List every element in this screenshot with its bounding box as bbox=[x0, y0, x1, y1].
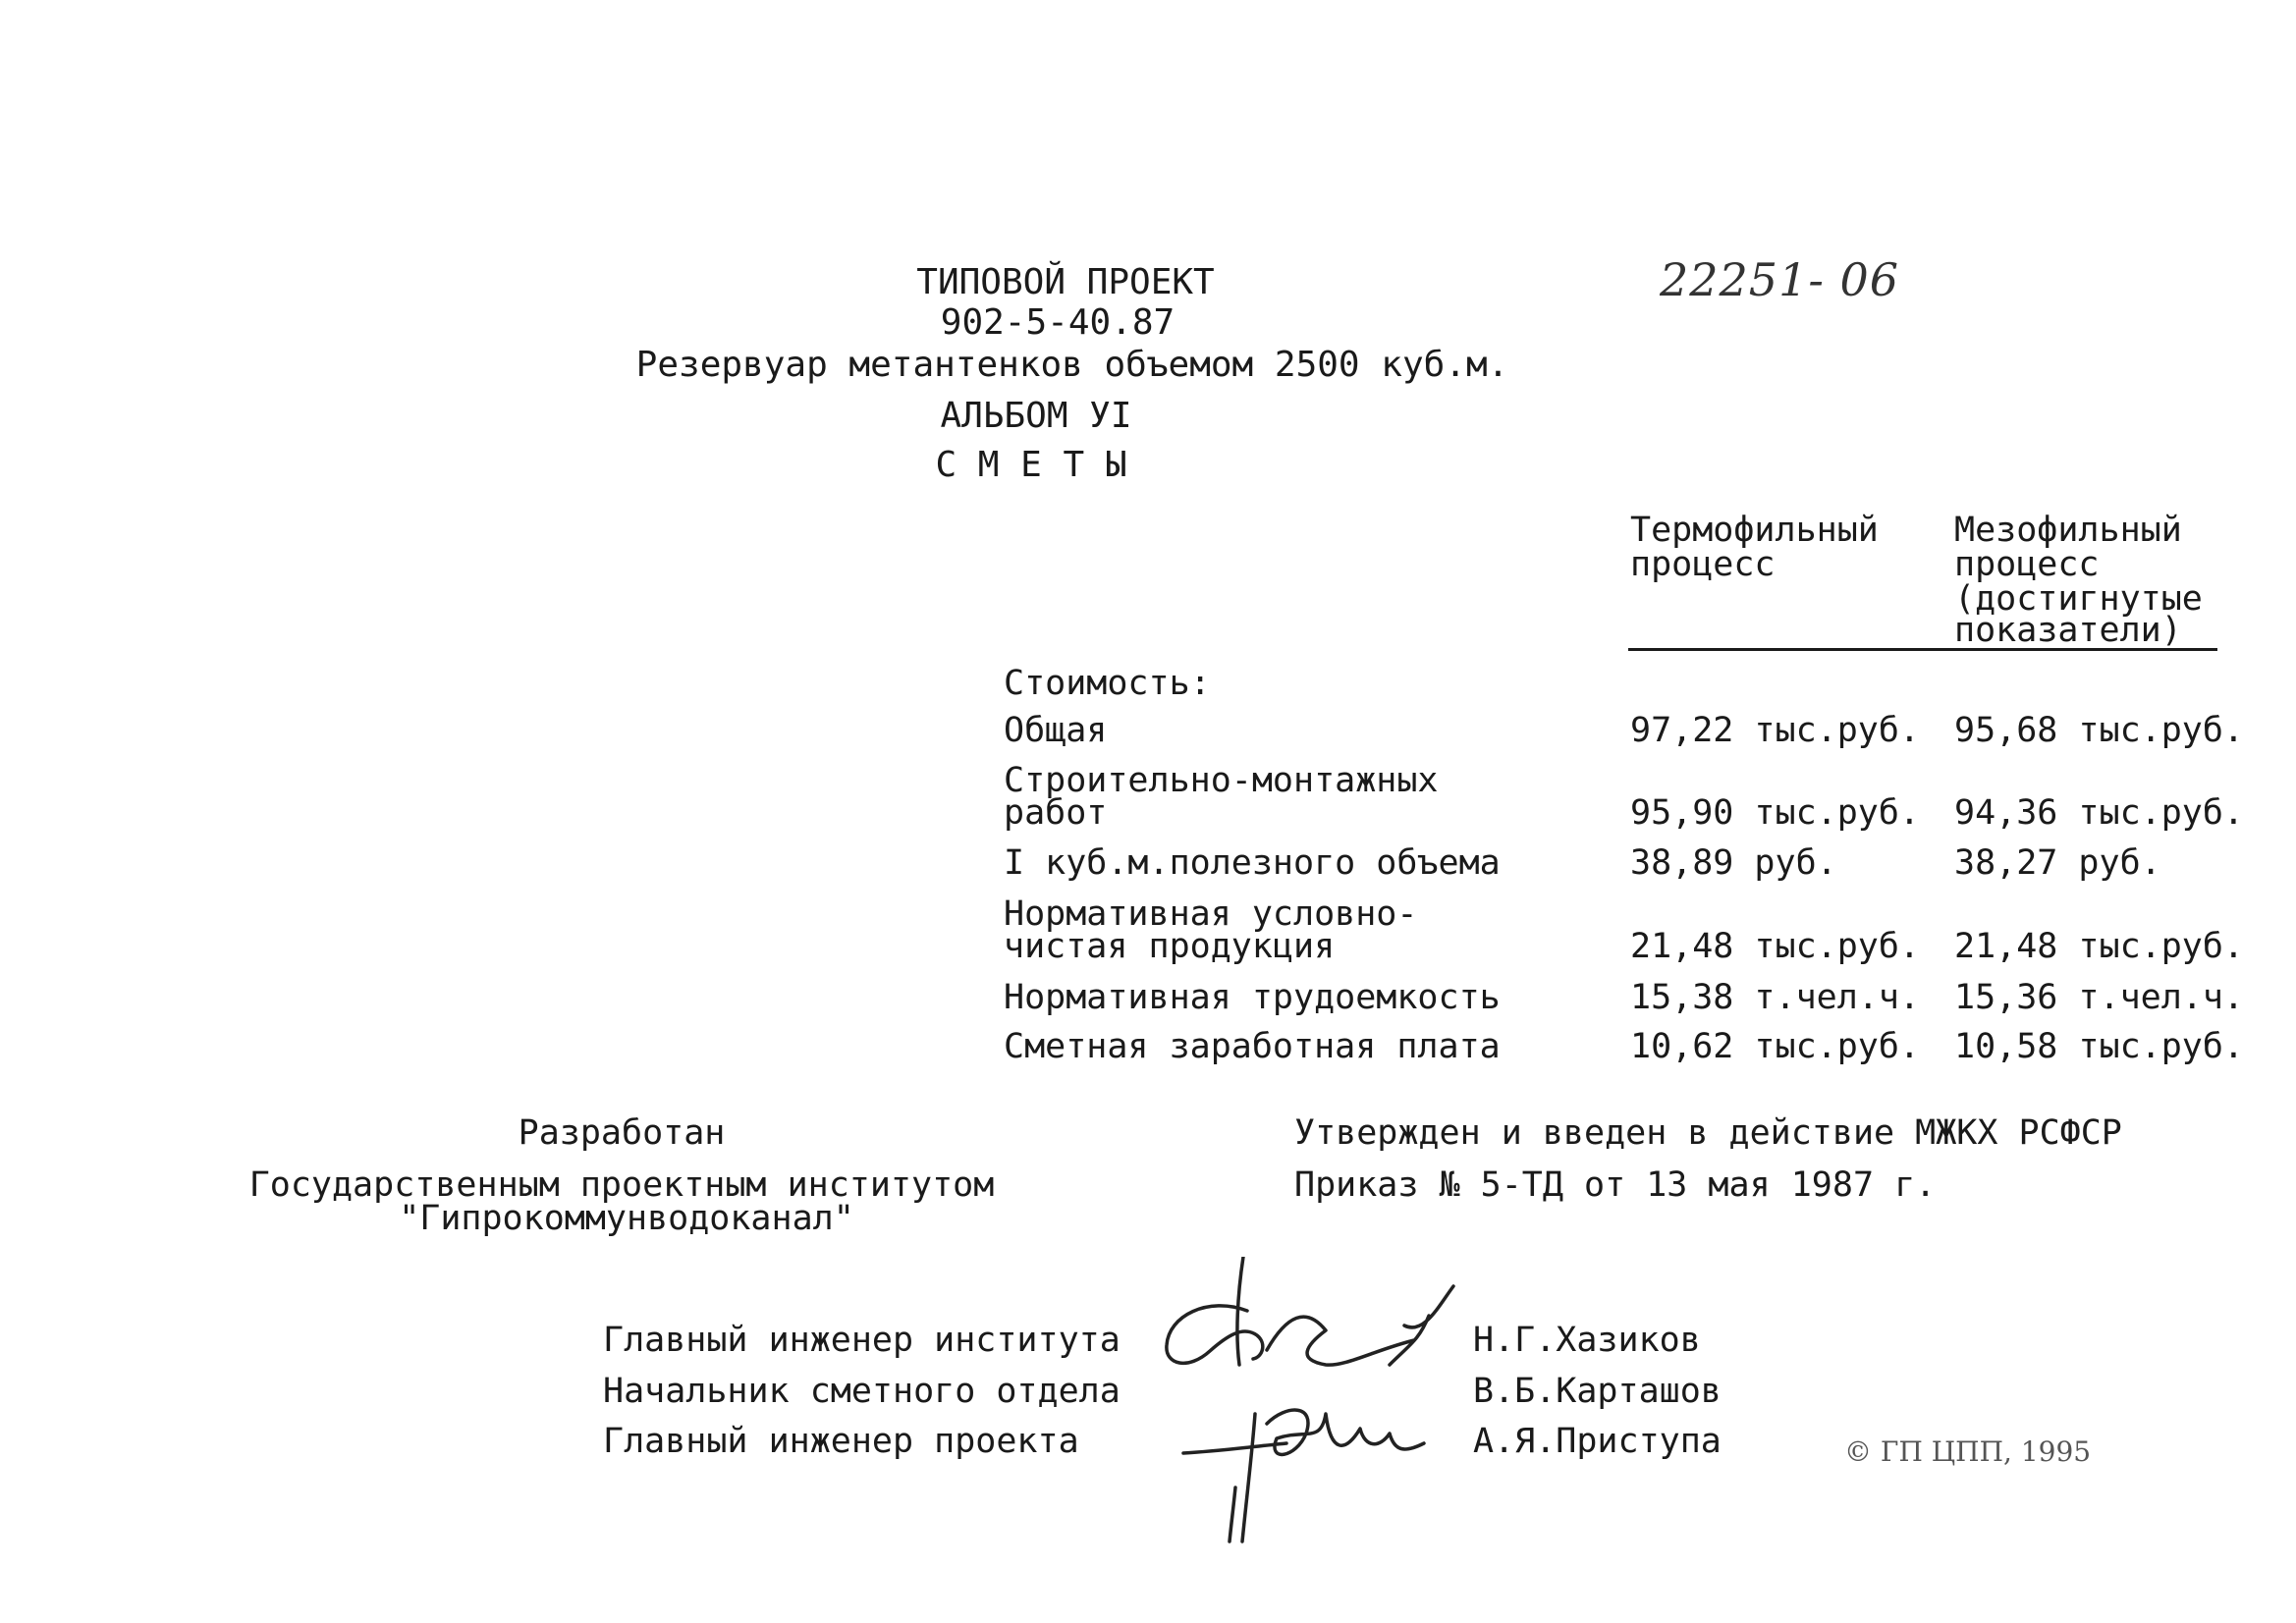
row-net-product-label-2: чистая продукция bbox=[1004, 927, 1336, 966]
signatory-name-2: В.Б.Карташов bbox=[1473, 1372, 1722, 1411]
col-thermo-line-1: Термофильный bbox=[1630, 511, 1879, 550]
signatory-role-3: Главный инженер проекта bbox=[603, 1422, 1079, 1461]
row-wages-meso: 10,58 тыс.руб. bbox=[1954, 1027, 2245, 1066]
row-net-product-meso: 21,48 тыс.руб. bbox=[1954, 927, 2245, 966]
row-total-meso: 95,68 тыс.руб. bbox=[1954, 711, 2245, 750]
row-total-thermo: 97,22 тыс.руб. bbox=[1630, 711, 1921, 750]
row-per-volume-label: I куб.м.полезного объема bbox=[1004, 843, 1501, 883]
row-labor-meso: 15,36 т.чел.ч. bbox=[1954, 978, 2245, 1017]
signatory-name-1: Н.Г.Хазиков bbox=[1473, 1321, 1701, 1360]
col-thermo-line-2: процесс bbox=[1630, 545, 1776, 584]
row-construction-thermo: 95,90 тыс.руб. bbox=[1630, 793, 1921, 833]
row-construction-meso: 94,36 тыс.руб. bbox=[1954, 793, 2245, 833]
doc-type: ТИПОВОЙ ПРОЕКТ bbox=[916, 262, 1215, 302]
project-code: 902-5-40.87 bbox=[940, 302, 1175, 343]
cost-heading: Стоимость: bbox=[1004, 664, 1211, 703]
signatory-name-3: А.Я.Приступа bbox=[1473, 1422, 1722, 1461]
row-wages-label: Сметная заработная плата bbox=[1004, 1027, 1501, 1066]
album-number: АЛЬБОМ УI bbox=[940, 396, 1132, 436]
row-construction-label-2: работ bbox=[1004, 793, 1108, 833]
copyright-stamp: © ГП ЦПП, 1995 bbox=[1844, 1435, 2092, 1468]
col-meso-line-4: показатели) bbox=[1954, 611, 2182, 650]
approval-line-1: Утвержден и введен в действие МЖКХ РСФСР bbox=[1294, 1113, 2122, 1153]
row-per-volume-meso: 38,27 руб. bbox=[1954, 843, 2161, 883]
signatory-role-2: Начальник сметного отдела bbox=[603, 1372, 1121, 1411]
row-per-volume-thermo: 38,89 руб. bbox=[1630, 843, 1837, 883]
section-title: С М Е Т Ы bbox=[935, 445, 1127, 485]
row-net-product-label-1: Нормативная условно- bbox=[1004, 894, 1418, 934]
developer-title: Разработан bbox=[518, 1113, 726, 1153]
inventory-number: 22251- 06 bbox=[1660, 253, 1900, 306]
col-meso-line-1: Мезофильный bbox=[1954, 511, 2182, 550]
row-labor-label: Нормативная трудоемкость bbox=[1004, 978, 1501, 1017]
row-total-label: Общая bbox=[1004, 711, 1108, 750]
col-meso-line-3: (достигнутые bbox=[1954, 579, 2203, 619]
approval-line-2: Приказ № 5-ТД от 13 мая 1987 г. bbox=[1294, 1165, 1937, 1205]
developer-org-line-1: Государственным проектным институтом bbox=[248, 1165, 995, 1205]
col-meso-line-2: процесс bbox=[1954, 545, 2100, 584]
developer-org-line-2: "Гипрокоммунводоканал" bbox=[399, 1199, 854, 1238]
signatory-role-1: Главный инженер института bbox=[603, 1321, 1121, 1360]
row-net-product-thermo: 21,48 тыс.руб. bbox=[1630, 927, 1921, 966]
row-wages-thermo: 10,62 тыс.руб. bbox=[1630, 1027, 1921, 1066]
row-labor-thermo: 15,38 т.чел.ч. bbox=[1630, 978, 1921, 1017]
header-rule bbox=[1628, 648, 2217, 651]
project-title: Резервуар метантенков объемом 2500 куб.м. bbox=[635, 345, 1509, 385]
handwritten-signatures bbox=[1159, 1257, 1493, 1551]
row-construction-label-1: Строительно-монтажных bbox=[1004, 761, 1439, 800]
